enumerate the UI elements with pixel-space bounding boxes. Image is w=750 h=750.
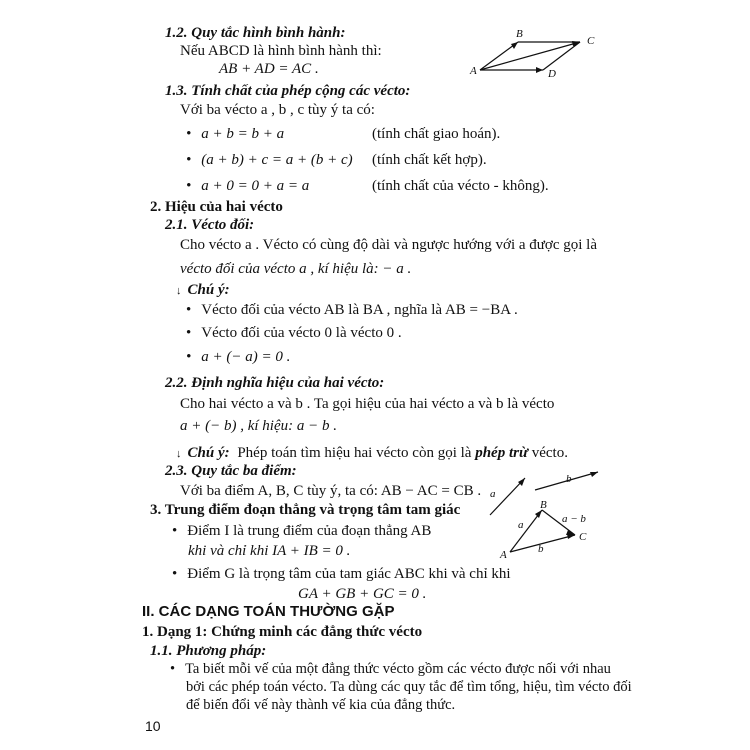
- section-1-3-title: 1.3. Tính chất của phép cộng các vécto:: [165, 83, 411, 99]
- section-1-2-title: 1.2. Quy tắc hình bình hành:: [165, 25, 346, 41]
- figure-label-a-minus-b: a − b: [562, 513, 586, 525]
- figure-label-B: B: [540, 499, 547, 511]
- section-2-2-line1: Cho hai vécto a và b . Ta gọi hiệu của hai vécto a và b là vécto: [180, 396, 555, 412]
- part-2-title: II. CÁC DẠNG TOÁN THƯỜNG GẶP: [142, 603, 395, 620]
- property-item: • (a + b) + c = a + (b + c): [186, 151, 353, 169]
- section-2-1-title: 2.1. Vécto đối:: [165, 217, 255, 233]
- section-2-3-line: Với ba điểm A, B, C tùy ý, ta có: AB − AC = CB .: [180, 483, 482, 499]
- section-3-item2-cont: GA + GB + GC = 0 .: [298, 586, 427, 602]
- section-1-2-formula: AB + AD = AC .: [219, 61, 319, 77]
- note-item: • a + (− a) = 0 .: [186, 348, 290, 366]
- section-2-2-line2: a + (− b) , kí hiệu: a − b .: [180, 418, 338, 434]
- section-3-title: 3. Trung điểm đoạn thẳng và trọng tâm tam giác: [150, 502, 461, 518]
- vector-difference-figure: [480, 460, 610, 565]
- note-2-2-tail: vécto.: [531, 445, 568, 461]
- figure-label-a2: a: [518, 519, 524, 531]
- note-2-2-text: Phép toán tìm hiệu hai vécto còn gọi là: [237, 445, 472, 461]
- phuong-phap-line2: bởi các phép toán vécto. Ta dùng các quy tắc để tìm tổng, hiệu, tìm vécto đối: [186, 679, 632, 695]
- section-1-2-line: Nếu ABCD là hình bình hành thì:: [180, 43, 382, 59]
- section-3-item1: • Điểm I là trung điểm của đoạn thẳng AB: [172, 522, 431, 540]
- note-2-2-emph: phép trừ: [475, 445, 528, 461]
- property-note: (tính chất kết hợp).: [372, 152, 487, 168]
- note-marker: ↓ Chú ý:: [176, 282, 230, 298]
- note-2-2-label: Chú ý:: [187, 445, 230, 461]
- phuong-phap-line1: • Ta biết mỗi vế của một đẳng thức vécto gồm các vécto được nối với nhau: [170, 660, 611, 678]
- section-2-1-line1: Cho vécto a . Vécto có cùng độ dài và ngược hướng với a được gọi là: [180, 237, 597, 253]
- figure-label-a: a: [490, 488, 496, 500]
- figure-label-C: C: [579, 531, 587, 543]
- figure-label-b2: b: [538, 543, 544, 555]
- parallelogram-label-A: A: [470, 65, 477, 77]
- figure-label-A: A: [500, 549, 507, 561]
- note-2-2: ↓ Chú ý: Phép toán tìm hiệu hai vécto còn gọi là phép trừ vécto.: [176, 445, 568, 461]
- parallelogram-label-C: C: [587, 35, 595, 47]
- section-2-title: 2. Hiệu của hai vécto: [150, 199, 283, 215]
- note-item: • Vécto đối của vécto 0 là vécto 0 .: [186, 324, 402, 342]
- note-label: Chú ý:: [187, 282, 230, 298]
- property-note: (tính chất của vécto - không).: [372, 178, 549, 194]
- section-2-1-line2: vécto đối của vécto a , kí hiệu là: − a .: [180, 261, 412, 277]
- parallelogram-label-D: D: [548, 68, 556, 80]
- note-item: • Vécto đối của vécto AB là BA , nghĩa là AB = −BA .: [186, 301, 518, 319]
- figure-label-b: b: [566, 473, 572, 485]
- page-number: 10: [145, 718, 161, 734]
- property-item: • a + 0 = 0 + a = a: [186, 177, 309, 195]
- parallelogram-label-B: B: [516, 28, 523, 40]
- phuong-phap-line3: để biến đổi vế này thành vế kia của đẳng thức.: [186, 697, 456, 713]
- parallelogram-figure: [470, 30, 610, 80]
- section-2-3-title: 2.3. Quy tắc ba điểm:: [165, 463, 297, 479]
- dang-1-title: 1. Dạng 1: Chứng minh các đẳng thức vécto: [142, 624, 423, 640]
- section-3-item2: • Điểm G là trọng tâm của tam giác ABC khi và chỉ khi: [172, 565, 511, 583]
- section-2-2-title: 2.2. Định nghĩa hiệu của hai vécto:: [165, 375, 385, 391]
- section-3-item1-cont: khi và chỉ khi IA + IB = 0 .: [188, 543, 351, 559]
- property-item: • a + b = b + a: [186, 125, 284, 143]
- property-note: (tính chất giao hoán).: [372, 126, 501, 142]
- phuong-phap-title: 1.1. Phương pháp:: [150, 643, 267, 659]
- section-1-3-intro: Với ba vécto a , b , c tùy ý ta có:: [180, 102, 375, 118]
